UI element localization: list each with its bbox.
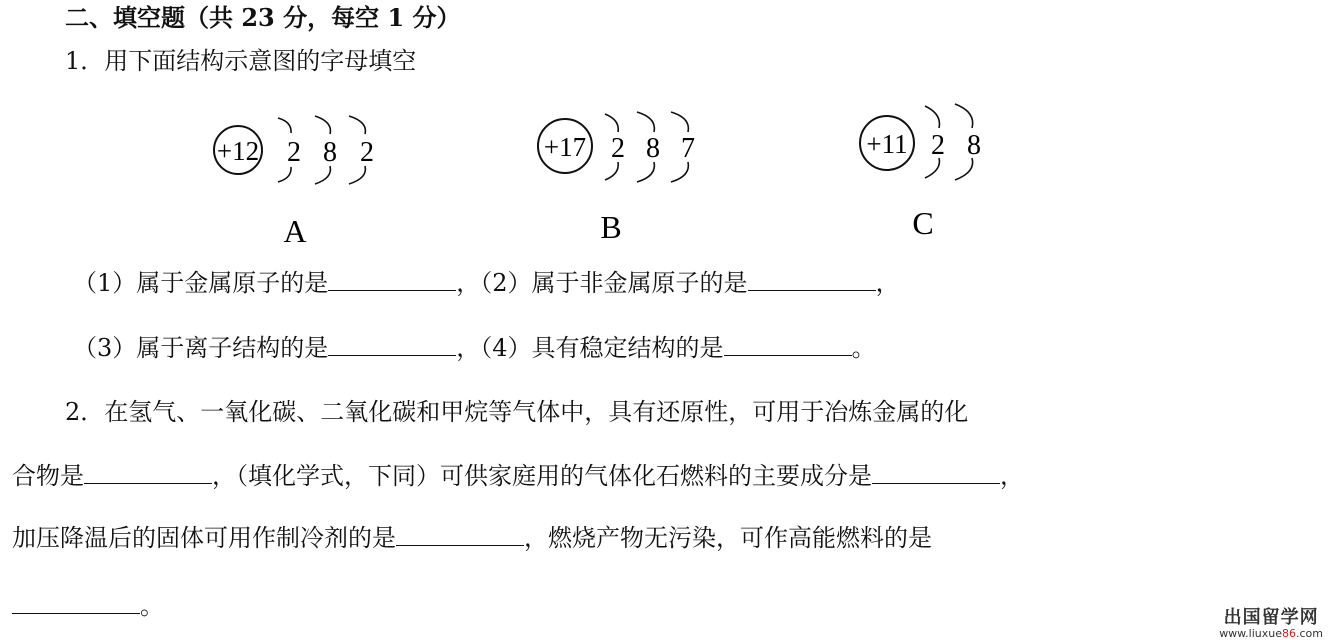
question-2-line-2 (12, 460, 1024, 492)
q2-line-2-b: ，（填化学式，下同）可供家庭用的气体化石燃料的主要成分是 (212, 462, 872, 490)
answer-blank-6[interactable] (872, 461, 1000, 484)
atom-b-shell-1: 2 (611, 133, 625, 164)
atom-c-label: C (912, 205, 934, 241)
question-1-line-2 (73, 332, 876, 364)
q1-part-3-text: （3）属于离子结构的是 (73, 334, 329, 362)
watermark-url-number: 86 (1282, 626, 1296, 640)
q2-line-3-b: ，燃烧产物无污染，可作高能燃料的是 (524, 524, 932, 552)
q2-line-2-a: 合物是 (12, 462, 84, 490)
answer-blank-4[interactable] (724, 333, 852, 356)
watermark-url (1219, 628, 1323, 640)
atom-diagram-b (538, 112, 695, 245)
atom-a-nucleus: +12 (216, 136, 260, 166)
q2-line-4-end: 。 (140, 592, 164, 620)
watermark-url-prefix: www.liuxue (1219, 626, 1282, 640)
atom-b-nucleus: +17 (543, 132, 587, 162)
question-2-line-3 (12, 522, 932, 554)
q1-part-2-end: ， (875, 269, 900, 297)
answer-blank-5[interactable] (84, 461, 212, 484)
q1-part-4-end: 。 (851, 334, 876, 362)
answer-blank-1[interactable] (328, 268, 456, 291)
q1-part-1-text: （1）属于金属原子的是 (73, 269, 329, 297)
atom-b-shell-3: 7 (681, 133, 695, 164)
atom-c-shell-1: 2 (931, 130, 945, 161)
question-1-prompt: 1．用下面结构示意图的字母填空 (65, 47, 417, 75)
atom-b-shell-2: 8 (646, 133, 660, 164)
atom-c-nucleus: +11 (866, 129, 908, 159)
atom-a-label: A (283, 213, 307, 249)
atom-diagram-c (860, 104, 981, 241)
q1-part-4-text: ，（4）具有稳定结构的是 (456, 334, 724, 362)
site-watermark (1219, 608, 1323, 640)
answer-blank-8[interactable] (12, 591, 140, 614)
atom-diagram-a (214, 116, 374, 249)
q2-line-2-c: ， (1000, 462, 1024, 490)
watermark-name: 出国留学网 (1223, 607, 1319, 629)
question-2-line-4 (12, 590, 164, 622)
section-title: 二、填空题（共 23 分，每空 1 分） (65, 3, 461, 32)
answer-blank-3[interactable] (328, 333, 456, 356)
atom-a-shell-1: 2 (287, 137, 301, 168)
question-2-line-1: 2．在氢气、一氧化碳、二氧化碳和甲烷等气体中，具有还原性，可用于冶炼金属的化 (65, 398, 969, 426)
q1-part-2-text: ，（2）属于非金属原子的是 (456, 269, 748, 297)
atom-a-shell-3: 2 (360, 137, 374, 168)
q2-line-3-a: 加压降温后的固体可用作制冷剂的是 (12, 524, 396, 552)
watermark-url-suffix: .com (1296, 626, 1323, 640)
atom-a-shell-2: 8 (323, 137, 337, 168)
answer-blank-7[interactable] (396, 523, 524, 546)
question-1-line-1 (73, 267, 900, 299)
answer-blank-2[interactable] (748, 268, 876, 291)
atom-structure-diagrams (0, 0, 1331, 260)
atom-c-shell-2: 8 (967, 130, 981, 161)
atom-b-label: B (600, 209, 622, 245)
